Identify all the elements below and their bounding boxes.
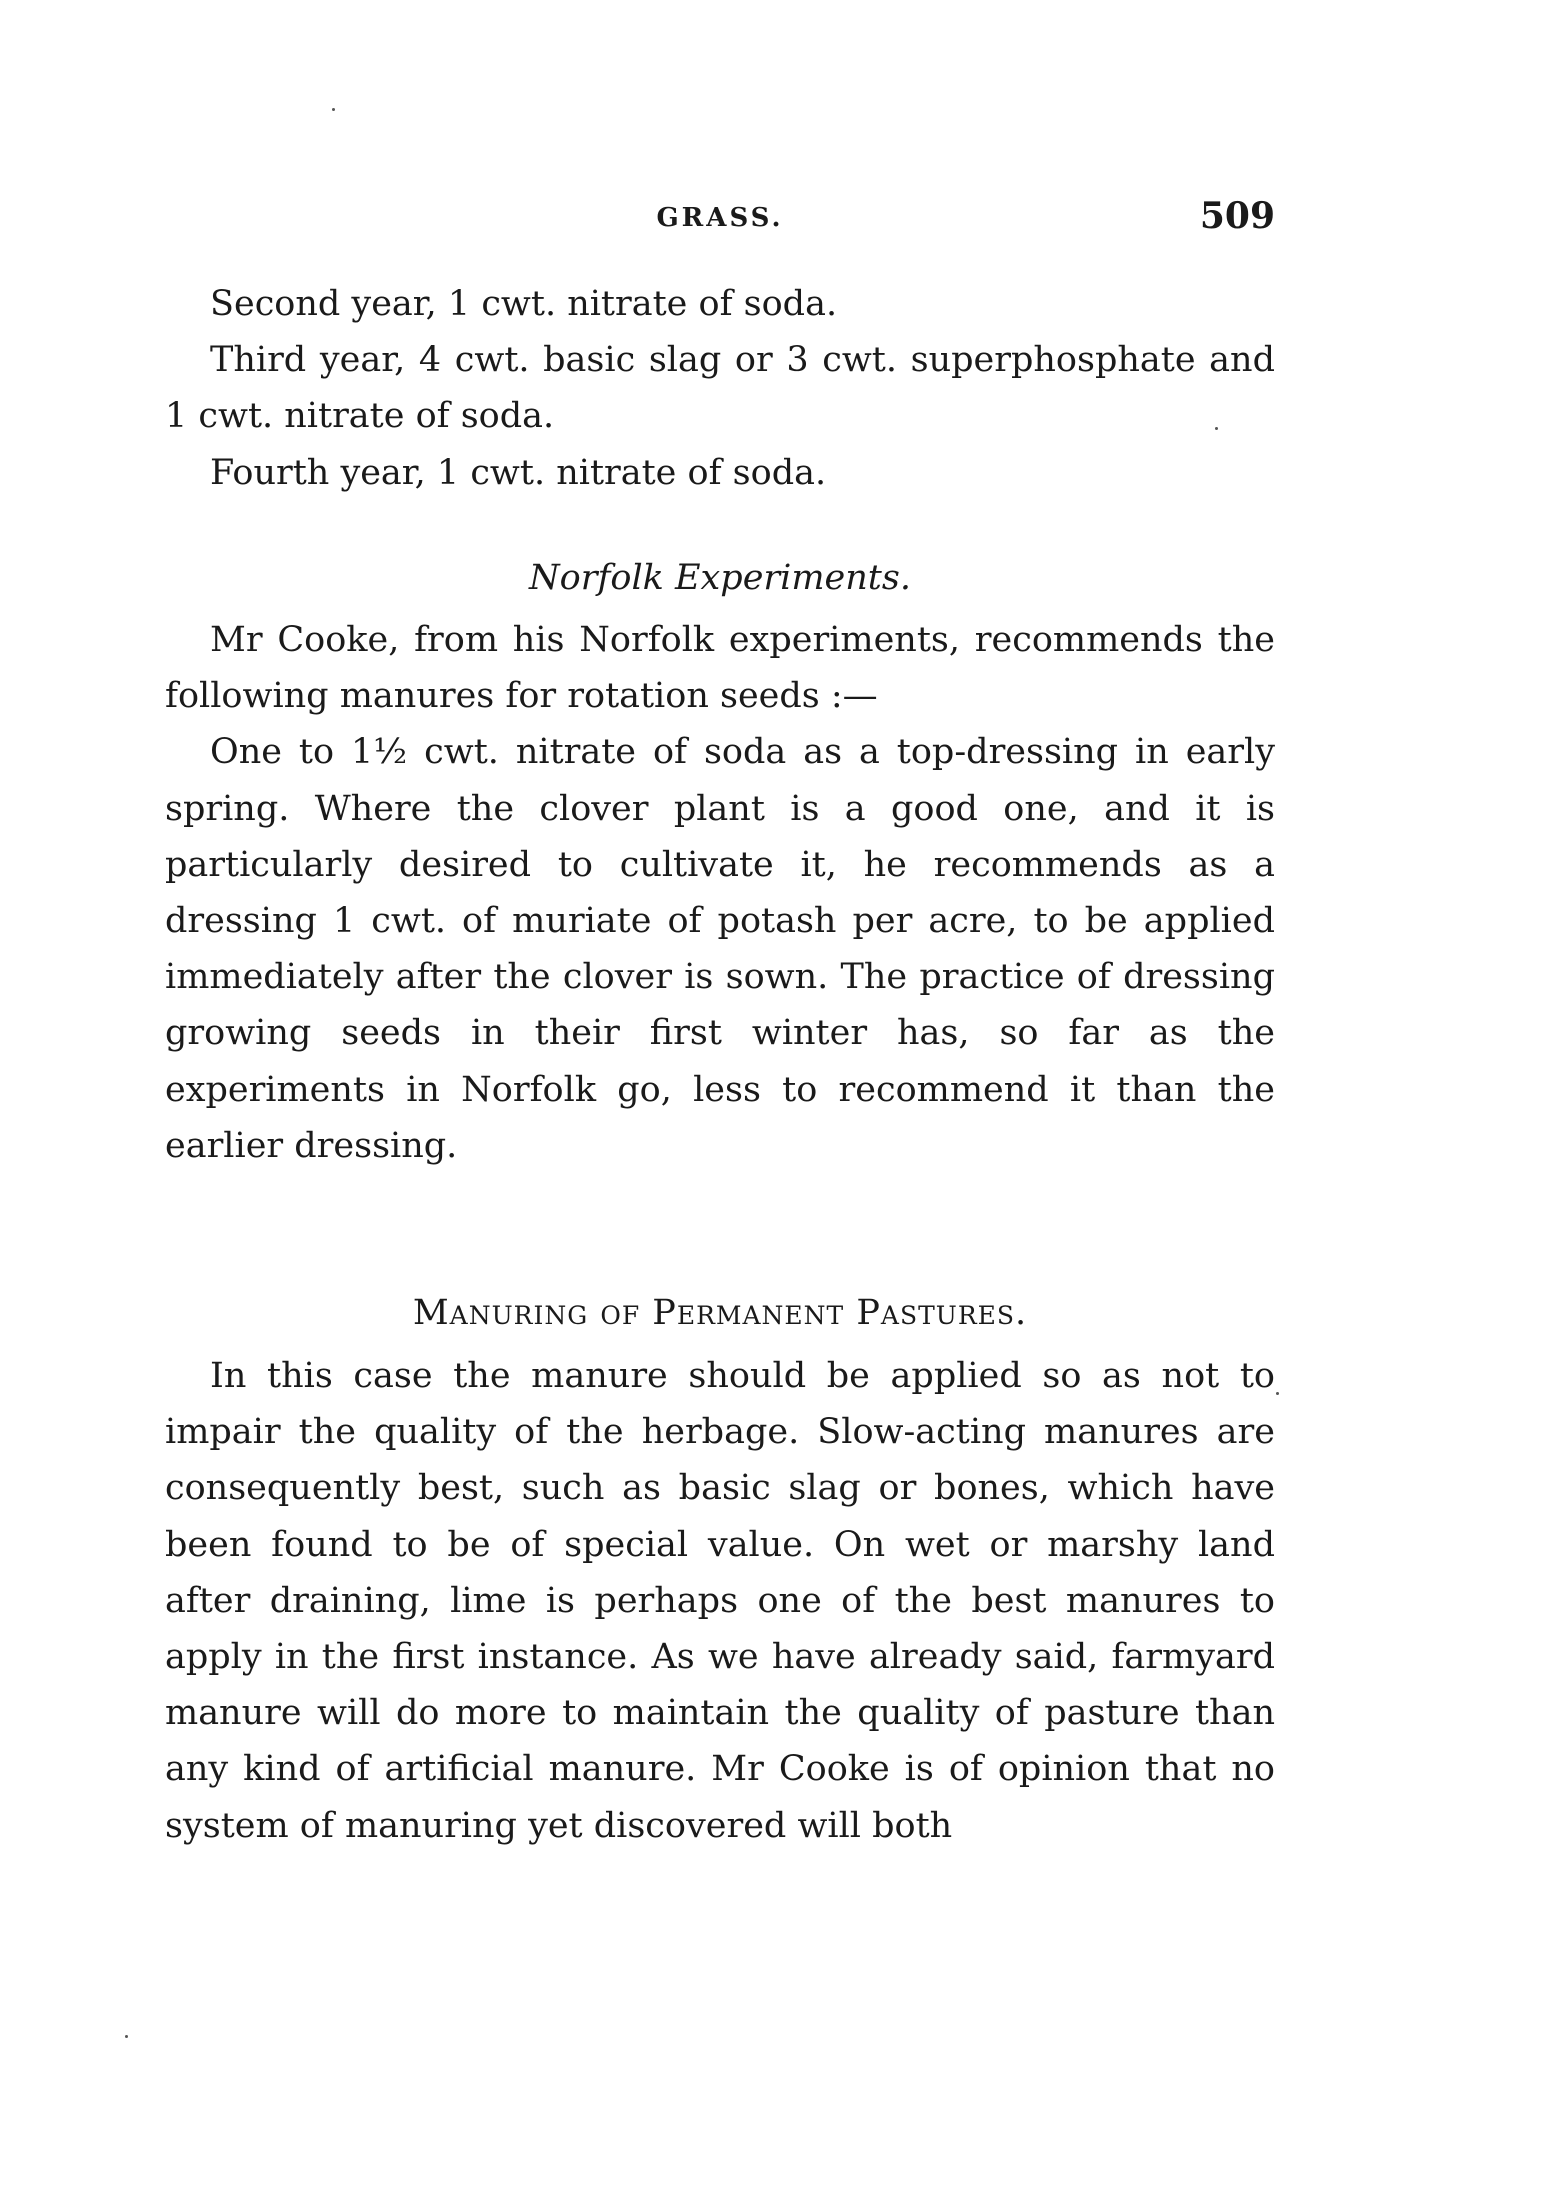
paragraph: Mr Cooke, from his Norfolk experiments, recommends the following manures for rotation seeds :— <box>165 620 1275 717</box>
print-speck <box>125 2035 128 2038</box>
print-speck <box>1215 427 1218 430</box>
section-heading-norfolk: Norfolk Experiments. <box>529 558 911 598</box>
paragraph: One to 1½ cwt. nitrate of soda as a top-dressing in early spring. Where the clover plant is a good one, and it is particularly desired to cultivate it, he recommends as a dressing 1 cwt. of muriate of potash per acre, to be applied immediately after the clover is sown. The practice of dressing growing seeds in their first winter has, so far as the experiments in Norfolk go, less to recommend it than the earlier dressing. <box>165 732 1275 1166</box>
list-item: Fourth year, 1 cwt. nitrate of soda. <box>210 452 827 493</box>
running-head <box>165 195 1275 245</box>
print-speck <box>332 108 335 111</box>
list-item: Third year, 4 cwt. basic slag or 3 cwt. superphosphate and 1 cwt. nitrate of soda. <box>165 340 1275 437</box>
section-body-norfolk <box>165 612 1275 1174</box>
list-item: Second year, 1 cwt. nitrate of soda. <box>210 284 838 324</box>
print-speck <box>1276 1392 1279 1395</box>
paragraph: In this case the manure should be applied so as not to impair the quality of the herbage. Slow-acting manures are consequently best, such as basic slag or bones, which have been found to be of special value. On wet or marshy land after draining, lime is perhaps one of the best manures to apply in the first instance. As we have already said, farmyard manure will do more to maintain the quality of pasture than any kind of artificial manure. Mr Cooke is of opinion that no system of manuring yet discovered will both <box>165 1356 1275 1846</box>
running-title: GRASS. <box>656 203 784 233</box>
continued-list <box>165 276 1275 501</box>
page-number: 509 <box>1199 195 1275 237</box>
section-heading-permanent-pastures: Manuring of Permanent Pastures. <box>412 1293 1028 1333</box>
section-body-permanent-pastures <box>165 1348 1275 1854</box>
